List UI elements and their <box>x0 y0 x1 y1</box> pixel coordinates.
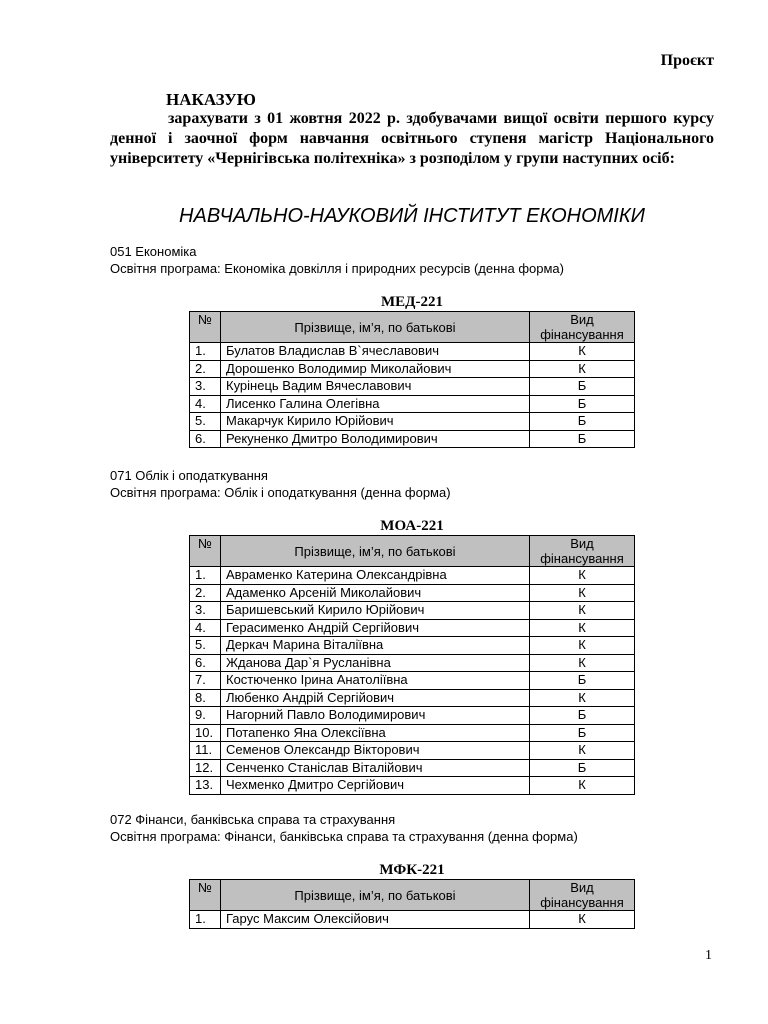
institute-title: НАВЧАЛЬНО-НАУКОВИЙ ІНСТИТУТ ЕКОНОМІКИ <box>179 205 645 227</box>
student-name-cell: Макарчук Кирило Юрійович <box>221 413 530 431</box>
financing-type-cell: К <box>530 360 635 378</box>
row-number-cell: 5. <box>190 637 221 655</box>
financing-type-cell: Б <box>530 413 635 431</box>
row-number-cell: 1. <box>190 567 221 585</box>
table-row <box>190 689 635 707</box>
student-name-cell: Сенченко Станіслав Віталійович <box>221 759 530 777</box>
financing-type-cell: Б <box>530 724 635 742</box>
financing-type-cell: Б <box>530 759 635 777</box>
specialty-label: 051 Економіка <box>110 244 197 259</box>
table-row <box>190 759 635 777</box>
student-name-cell: Булатов Владислав В`ячеславович <box>221 343 530 361</box>
specialty-label: 071 Облік і оподаткування <box>110 468 268 483</box>
row-number-cell: 6. <box>190 430 221 448</box>
student-name-cell: Авраменко Катерина Олександрівна <box>221 567 530 585</box>
students-table <box>189 535 635 795</box>
table-row <box>190 602 635 620</box>
financing-type-cell: Б <box>530 672 635 690</box>
student-name-cell: Жданова Дар`я Русланівна <box>221 654 530 672</box>
order-intro-text: зарахувати з 01 жовтня 2022 р. здобувачами вищої освіти першого курсу денної і заочної форм навчання освітнього ступеня магістр Національного університету «Чернігівська політехніка» з розподілом у групи наступних осіб: <box>110 110 714 167</box>
financing-type-cell: К <box>530 567 635 585</box>
financing-type-cell: К <box>530 777 635 795</box>
table-row <box>190 619 635 637</box>
table-row <box>190 654 635 672</box>
financing-type-cell: К <box>530 742 635 760</box>
student-name-cell: Рекуненко Дмитро Володимирович <box>221 430 530 448</box>
financing-type-cell: Б <box>530 378 635 396</box>
project-label: Проєкт <box>660 52 714 69</box>
column-header-number: № <box>190 312 221 343</box>
table-header-row <box>190 312 635 343</box>
students-table <box>189 879 635 929</box>
row-number-cell: 6. <box>190 654 221 672</box>
student-name-cell: Деркач Марина Віталіївна <box>221 637 530 655</box>
row-number-cell: 4. <box>190 395 221 413</box>
student-name-cell: Нагорний Павло Володимирович <box>221 707 530 725</box>
row-number-cell: 1. <box>190 911 221 929</box>
group-title: МОА-221 <box>380 518 444 534</box>
student-name-cell: Любенко Андрій Сергійович <box>221 689 530 707</box>
students-table <box>189 311 635 448</box>
table-row <box>190 911 635 929</box>
column-header-name: Прізвище, ім’я, по батькові <box>221 536 530 567</box>
financing-type-cell: Б <box>530 395 635 413</box>
section-specialty-info <box>110 243 564 277</box>
student-name-cell: Потапенко Яна Олексіївна <box>221 724 530 742</box>
row-number-cell: 4. <box>190 619 221 637</box>
table-row <box>190 672 635 690</box>
table-row <box>190 707 635 725</box>
financing-type-cell: К <box>530 343 635 361</box>
row-number-cell: 9. <box>190 707 221 725</box>
student-name-cell: Лисенко Галина Олегівна <box>221 395 530 413</box>
student-name-cell: Баришевський Кирило Юрійович <box>221 602 530 620</box>
row-number-cell: 3. <box>190 378 221 396</box>
program-label: Освітня програма: Економіка довкілля і природних ресурсів (денна форма) <box>110 261 564 276</box>
financing-type-cell: К <box>530 619 635 637</box>
student-name-cell: Костюченко Ірина Анатоліївна <box>221 672 530 690</box>
row-number-cell: 1. <box>190 343 221 361</box>
table-row <box>190 637 635 655</box>
row-number-cell: 12. <box>190 759 221 777</box>
table-header-row <box>190 536 635 567</box>
table-row <box>190 343 635 361</box>
section-specialty-info <box>110 467 451 501</box>
table-row <box>190 584 635 602</box>
group-title: МФК-221 <box>379 862 445 878</box>
column-header-number: № <box>190 536 221 567</box>
column-header-financing: Вид фінансування <box>530 536 635 567</box>
column-header-financing: Вид фінансування <box>530 880 635 911</box>
financing-type-cell: К <box>530 654 635 672</box>
row-number-cell: 13. <box>190 777 221 795</box>
program-label: Освітня програма: Облік і оподаткування (денна форма) <box>110 485 451 500</box>
row-number-cell: 5. <box>190 413 221 431</box>
financing-type-cell: Б <box>530 430 635 448</box>
financing-type-cell: Б <box>530 707 635 725</box>
row-number-cell: 7. <box>190 672 221 690</box>
student-name-cell: Гарус Максим Олексійович <box>221 911 530 929</box>
student-name-cell: Курінець Вадим Вячеславович <box>221 378 530 396</box>
student-name-cell: Дорошенко Володимир Миколайович <box>221 360 530 378</box>
row-number-cell: 3. <box>190 602 221 620</box>
row-number-cell: 11. <box>190 742 221 760</box>
row-number-cell: 10. <box>190 724 221 742</box>
table-row <box>190 742 635 760</box>
group-title: МЕД-221 <box>381 294 443 310</box>
student-name-cell: Герасименко Андрій Сергійович <box>221 619 530 637</box>
student-name-cell: Семенов Олександр Вікторович <box>221 742 530 760</box>
financing-type-cell: К <box>530 584 635 602</box>
table-row <box>190 395 635 413</box>
student-name-cell: Адаменко Арсеній Миколайович <box>221 584 530 602</box>
student-name-cell: Чехменко Дмитро Сергійович <box>221 777 530 795</box>
row-number-cell: 2. <box>190 360 221 378</box>
table-row <box>190 413 635 431</box>
section-specialty-info <box>110 811 578 845</box>
page-number: 1 <box>705 948 712 963</box>
specialty-label: 072 Фінанси, банківська справа та страхування <box>110 812 396 827</box>
table-row <box>190 724 635 742</box>
column-header-name: Прізвище, ім’я, по батькові <box>221 312 530 343</box>
table-row <box>190 777 635 795</box>
table-row <box>190 360 635 378</box>
row-number-cell: 2. <box>190 584 221 602</box>
program-label: Освітня програма: Фінанси, банківська справа та страхування (денна форма) <box>110 829 578 844</box>
column-header-number: № <box>190 880 221 911</box>
financing-type-cell: К <box>530 637 635 655</box>
table-row <box>190 378 635 396</box>
financing-type-cell: К <box>530 911 635 929</box>
order-heading: НАКАЗУЮ <box>166 90 256 109</box>
table-row <box>190 430 635 448</box>
table-header-row <box>190 880 635 911</box>
financing-type-cell: К <box>530 689 635 707</box>
column-header-financing: Вид фінансування <box>530 312 635 343</box>
financing-type-cell: К <box>530 602 635 620</box>
table-row <box>190 567 635 585</box>
column-header-name: Прізвище, ім’я, по батькові <box>221 880 530 911</box>
row-number-cell: 8. <box>190 689 221 707</box>
